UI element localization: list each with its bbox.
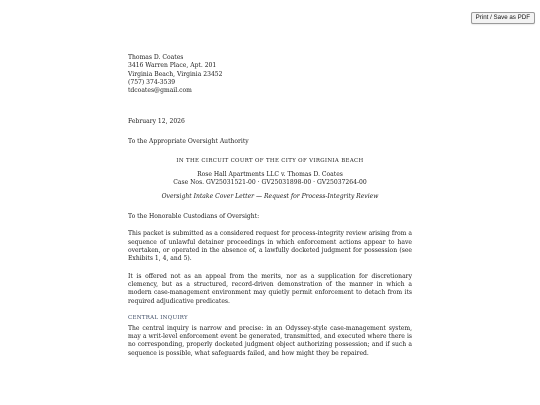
sender-block	[128, 54, 412, 96]
salutation: To the Honorable Custodians of Oversight:	[128, 212, 260, 220]
letter-page	[128, 54, 412, 358]
toolbar	[471, 4, 535, 24]
sender-email: tdcoates@gmail.com	[128, 87, 192, 95]
court-heading: IN THE CIRCUIT COURT OF THE CITY OF VIRGINIA BEACH	[176, 158, 364, 165]
case-caption: Rose Hall Apartments LLC v. Thomas D. Coates	[197, 170, 343, 178]
letter-subtitle: Oversight Intake Cover Letter — Request for Process-Integrity Review	[161, 192, 379, 200]
letter-date: February 12, 2026	[128, 117, 185, 125]
case-numbers: Case Nos. GV25031521-00 · GV25031898-00 · GV25037264-00	[173, 179, 367, 187]
section-paragraph-central-inquiry: The central inquiry is narrow and precise: in an Odyssey-style case-management system, may a writ-level enforcement event be generated, transmitted, and executed where there is no corresponding, properly docketed judgment object authorizing possession; and if such a sequence is possible, what safeguards failed, and how might they be repaired.	[128, 324, 412, 357]
sender-address-line-2: Virginia Beach, Virginia 23452	[128, 70, 223, 78]
case-block	[128, 171, 412, 188]
sender-phone: (757) 374-3539	[128, 79, 176, 87]
sender-address-line-1: 3416 Warren Place, Apt. 201	[128, 62, 217, 70]
print-save-pdf-button[interactable]: Print / Save as PDF	[471, 12, 535, 24]
sender-name: Thomas D. Coates	[128, 54, 184, 61]
body-paragraph-1: This packet is submitted as a considered request for process-integrity review arising from a sequence of unlawful detainer proceedings in which enforcement actions appear to have overtaken, or operated in the absence of, a lawfully docketed judgment for possession (see Exhibits 1, 4, and 5).	[128, 230, 412, 263]
recipient-line: To the Appropriate Oversight Authority	[128, 138, 249, 146]
body-paragraph-2: It is offered not as an appeal from the merits, nor as a supplication for discretionary clemency, but as a structured, record-driven demonstration of the manner in which a modern case-management environment may quietly permit enforcement to detach from its required adjudicative predicates.	[128, 272, 412, 305]
section-heading-central-inquiry: CENTRAL INQUIRY	[128, 314, 188, 321]
